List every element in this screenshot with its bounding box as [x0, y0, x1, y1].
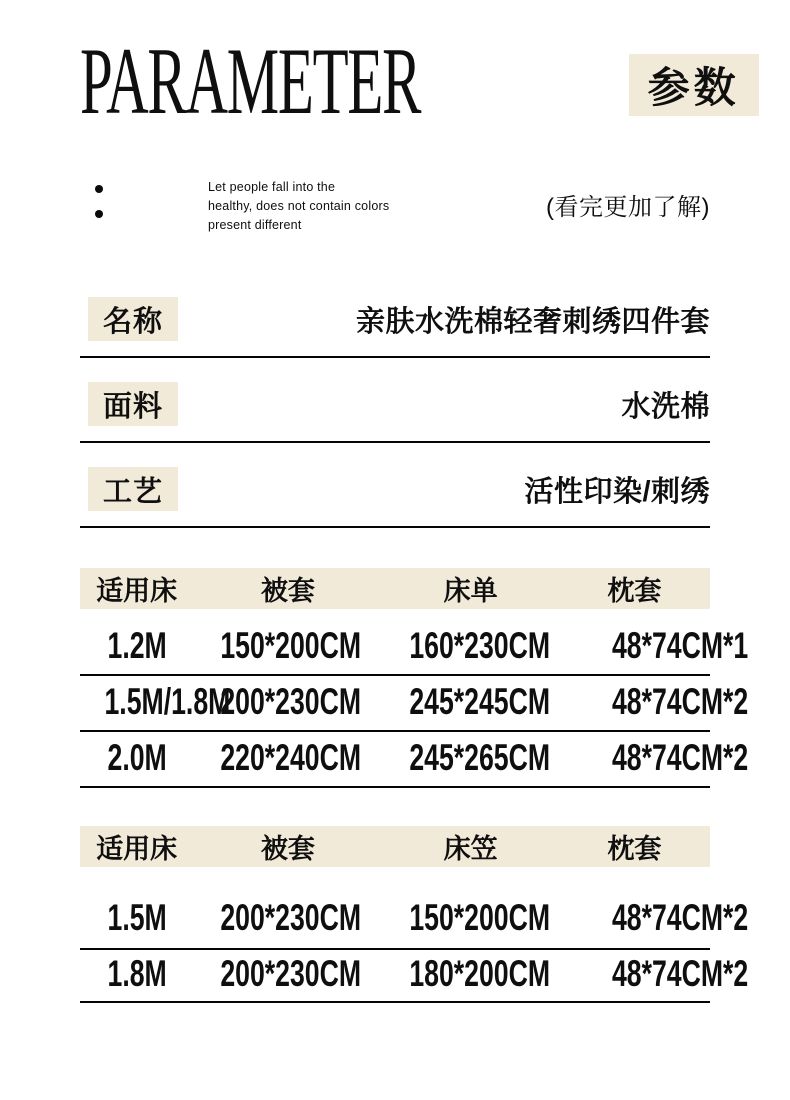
spec-value: 亲肤水洗棉轻奢刺绣四件套 [355, 305, 710, 338]
spec-label-badge: 工艺 [88, 467, 178, 511]
cell-value: 48*74CM*1 [611, 625, 749, 666]
table-header-cell: 床单 [443, 576, 498, 606]
table-row [80, 867, 749, 950]
table-cell [80, 681, 231, 722]
table-header-row [80, 826, 710, 867]
table-cell [382, 897, 558, 938]
table-cell [193, 737, 382, 778]
cell-value: 1.5M/1.8M [104, 681, 231, 722]
table-row [80, 950, 749, 1003]
header [80, 28, 740, 134]
size-table-flat-sheet [80, 568, 749, 788]
table-cell [80, 625, 193, 666]
spec-list [80, 297, 710, 528]
cell-value: 200*230CM [220, 897, 362, 938]
spec-value: 水洗棉 [621, 390, 710, 423]
cell-value: 160*230CM [409, 625, 551, 666]
description-line: Let people fall into the [208, 180, 336, 194]
cell-value: 1.2M [107, 625, 167, 666]
bullet-dot-icon [95, 210, 103, 218]
table-header-cell: 适用床 [96, 576, 178, 606]
spec-row-craft [80, 443, 710, 528]
table-cell [382, 681, 558, 722]
cell-value: 1.5M [107, 897, 167, 938]
table-cell [193, 897, 382, 938]
table-cell [559, 737, 749, 778]
table-cell [80, 953, 193, 994]
spec-value: 活性印染/刺绣 [524, 475, 710, 508]
spec-row-fabric [80, 358, 710, 443]
table-row [80, 732, 749, 788]
cell-value: 48*74CM*2 [611, 737, 749, 778]
cell-value: 245*265CM [409, 737, 551, 778]
table-header-cell: 被套 [260, 834, 315, 864]
cell-value: 245*245CM [409, 681, 551, 722]
description-text [208, 178, 389, 235]
cell-value: 2.0M [107, 737, 167, 778]
table-row [80, 676, 749, 732]
cell-value: 150*200CM [220, 625, 362, 666]
table-cell [193, 953, 382, 994]
table-cell [559, 681, 749, 722]
bullet-dots [95, 178, 103, 218]
table-header-cell: 适用床 [96, 834, 178, 864]
table-header-row [80, 568, 710, 609]
parameter-badge-label: 参数 [647, 66, 740, 112]
bullet-dot-icon [95, 185, 103, 193]
table-header-cell: 被套 [260, 576, 315, 606]
page-title: PARAMETER [80, 28, 421, 134]
table-cell [193, 625, 382, 666]
subheader [80, 178, 710, 235]
cell-value: 48*74CM*2 [611, 897, 749, 938]
description-line: present different [208, 218, 302, 232]
table-cell [382, 737, 558, 778]
table-cell [193, 681, 382, 722]
spec-label-badge: 名称 [88, 297, 178, 341]
table-cell [80, 737, 193, 778]
cell-value: 200*230CM [220, 953, 362, 994]
cell-value: 220*240CM [220, 737, 362, 778]
spec-label-badge: 面料 [88, 382, 178, 426]
cell-value: 180*200CM [409, 953, 551, 994]
table-row [80, 609, 749, 676]
table-cell [559, 953, 749, 994]
cell-value: 48*74CM*2 [611, 681, 749, 722]
parameter-badge [629, 54, 759, 116]
cell-value: 200*230CM [220, 681, 362, 722]
spec-row-name [80, 297, 710, 358]
table-header-cell: 枕套 [607, 576, 662, 606]
table-cell [382, 953, 558, 994]
table-cell [559, 625, 749, 666]
description-line: healthy, does not contain colors [208, 199, 390, 213]
cell-value: 150*200CM [409, 897, 551, 938]
cell-value: 48*74CM*2 [611, 953, 749, 994]
table-header-cell: 床笠 [443, 834, 498, 864]
cell-value: 1.8M [107, 953, 167, 994]
table-cell [559, 897, 749, 938]
table-cell [382, 625, 558, 666]
table-cell [80, 897, 193, 938]
note-text: (看完更加了解) [546, 194, 710, 221]
table-header-cell: 枕套 [607, 834, 662, 864]
size-table-fitted-sheet [80, 826, 749, 1003]
